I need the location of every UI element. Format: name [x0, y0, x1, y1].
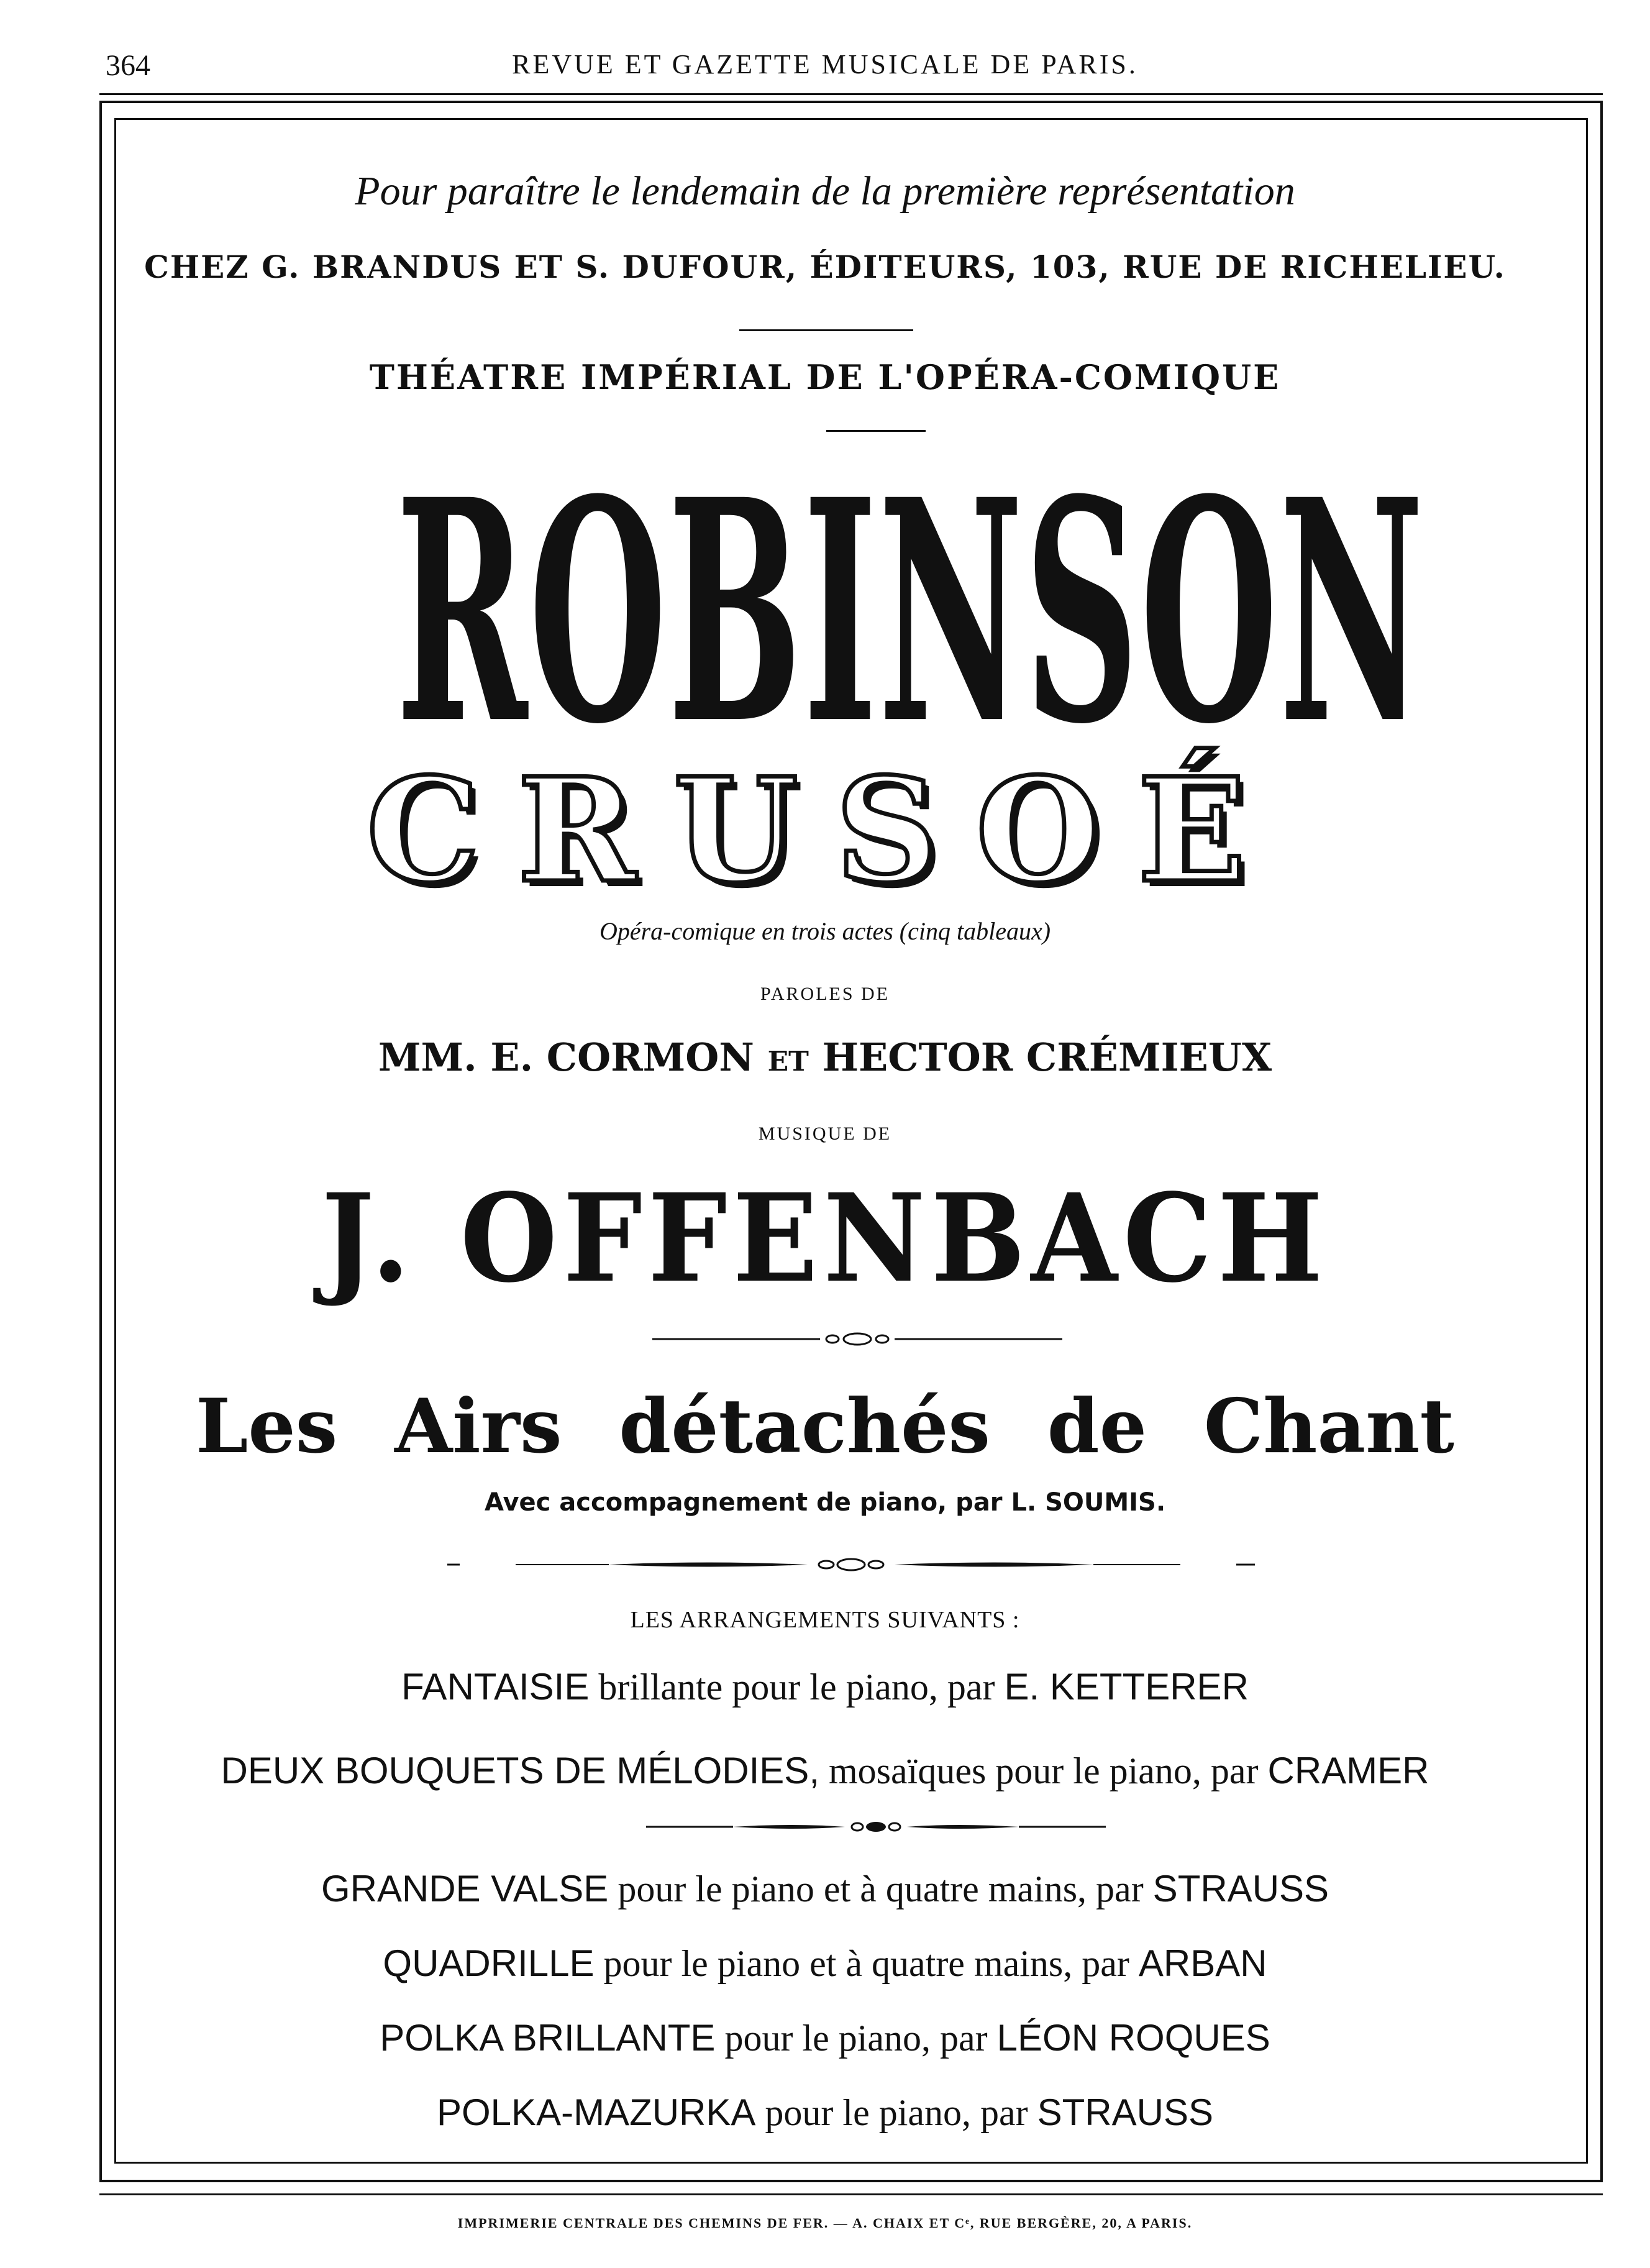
- arrangement-description: pour le piano et à quatre mains, par: [594, 1943, 1139, 1984]
- opera-title-second: CRUSOÉ: [366, 747, 1284, 915]
- arrangement-description: brillante pour le piano, par: [589, 1667, 1005, 1708]
- composer-name: J. OFFENBACH: [321, 1167, 1329, 1309]
- arrangements-label: LES ARRANGEMENTS SUIVANTS :: [630, 1607, 1020, 1633]
- arrangement-item: [0, 1867, 1650, 1911]
- paroles-label: PAROLES DE: [760, 984, 890, 1004]
- header-rule-top: [99, 93, 1603, 95]
- arrangement-item: [0, 2016, 1650, 2060]
- theatre-line: THÉATRE IMPÉRIAL DE L'OPÉRA-COMIQUE: [369, 357, 1281, 397]
- intro-line: Pour paraître le lendemain de la première représentation: [355, 168, 1295, 214]
- ornament-divider-3: [646, 1818, 1106, 1836]
- arrangement-title: GRANDE VALSE: [321, 1868, 609, 1909]
- arrangement-author: ARBAN: [1138, 1942, 1267, 1984]
- arrangement-author: STRAUSS: [1152, 1868, 1329, 1909]
- arrangement-author: STRAUSS: [1037, 2092, 1214, 2133]
- arrangement-item: [0, 1942, 1650, 1985]
- running-head: [0, 48, 1650, 92]
- arrangement-title: POLKA-MAZURKA: [436, 2092, 756, 2133]
- printer-imprint: IMPRIMERIE CENTRALE DES CHEMINS DE FER. — A. CHAIX ET Cᵉ, RUE BERGÈRE, 20, A PARIS.: [457, 2215, 1193, 2231]
- publisher-line: CHEZ G. BRANDUS ET S. DUFOUR, ÉDITEURS, 103, RUE DE RICHELIEU.: [144, 249, 1506, 285]
- arrangement-description: pour le piano, par: [715, 2018, 997, 2059]
- page-number: 364: [106, 49, 150, 82]
- arrangement-title: FANTAISIE: [401, 1666, 590, 1708]
- arrangement-description: mosaïques pour le piano, par: [819, 1750, 1268, 1791]
- footer-rule: [99, 2193, 1603, 2195]
- arrangement-item: [0, 1665, 1650, 1709]
- arrangement-author: E. KETTERER: [1004, 1666, 1249, 1708]
- accompaniment-line: Avec accompagnement de piano, par L. SOUMIS.: [484, 1488, 1166, 1517]
- opera-title-main: ROBINSON: [396, 433, 1426, 791]
- arrangement-item: [0, 2091, 1650, 2134]
- arrangement-title: POLKA BRILLANTE: [380, 2017, 716, 2059]
- ornament-divider-1: [652, 1330, 1062, 1348]
- arrangement-item: [0, 1749, 1650, 1793]
- arrangement-author: CRAMER: [1267, 1750, 1429, 1791]
- librettist-cremieux: HECTOR CRÉMIEUX: [822, 1035, 1272, 1080]
- opera-subtitle: Opéra-comique en trois actes (cinq tableaux): [599, 917, 1051, 945]
- airs-heading: Les Airs détachés de Chant: [196, 1383, 1454, 1470]
- arrangement-description: pour le piano, par: [755, 2092, 1037, 2133]
- musique-label: MUSIQUE DE: [758, 1123, 892, 1144]
- arrangement-title: QUADRILLE: [383, 1942, 595, 1984]
- librettists: [0, 1035, 1650, 1080]
- arrangement-title: DEUX BOUQUETS DE MÉLODIES,: [221, 1750, 819, 1791]
- librettist-cormon: MM. E. CORMON: [378, 1035, 754, 1080]
- ornament-divider-2: [447, 1555, 1255, 1574]
- divider-rule-1: [739, 329, 913, 331]
- journal-title: REVUE ET GAZETTE MUSICALE DE PARIS.: [512, 49, 1138, 80]
- librettists-conjunction: ET: [767, 1046, 809, 1077]
- divider-rule-2: [826, 430, 926, 432]
- arrangement-description: pour le piano et à quatre mains, par: [608, 1868, 1153, 1909]
- arrangement-author: LÉON ROQUES: [996, 2017, 1270, 2059]
